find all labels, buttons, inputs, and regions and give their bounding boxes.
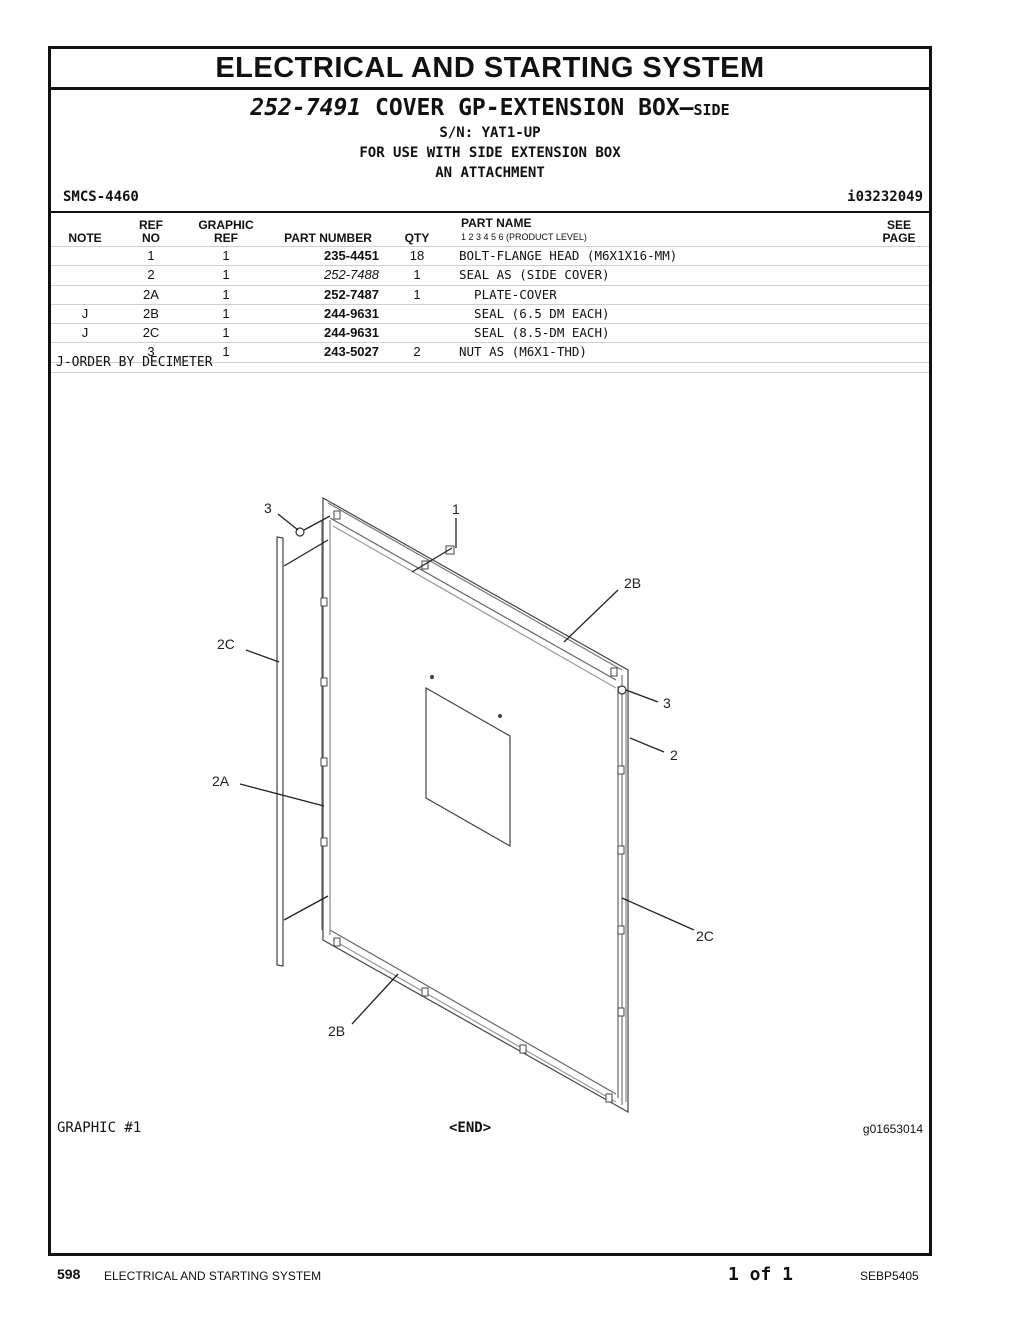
footnote: J-ORDER BY DECIMETER: [56, 355, 213, 370]
row-part-number: 244-9631: [324, 325, 379, 341]
row-part-name: SEAL AS (SIDE COVER): [459, 267, 610, 283]
heading-dash: –: [679, 95, 694, 121]
row-graphic-ref: 1: [222, 286, 230, 302]
row-part-name: SEAL (8.5-DM EACH): [459, 325, 610, 341]
serial-number: S/N: YAT1-UP: [439, 125, 541, 141]
callout-2: 2: [670, 747, 678, 763]
row-graphic-ref: 1: [222, 267, 230, 283]
footer-title: ELECTRICAL AND STARTING SYSTEM: [104, 1269, 322, 1283]
callout-2c-left: 2C: [217, 636, 235, 652]
col-ref-line1: REF: [139, 218, 163, 232]
row-ref: 2: [147, 267, 155, 283]
usage-line-1: FOR USE WITH SIDE EXTENSION BOX: [359, 145, 621, 161]
smcs-code: SMCS-4460: [63, 189, 139, 205]
row-qty: 18: [409, 248, 425, 263]
row-note: J: [81, 305, 89, 321]
row-qty: 1: [413, 286, 421, 302]
col-note: NOTE: [68, 231, 102, 245]
row-ref: 2A: [143, 286, 159, 302]
graphic-label: GRAPHIC #1: [57, 1120, 142, 1136]
callout-2b-bottom: 2B: [328, 1023, 346, 1039]
loose-seal-strip: [277, 537, 283, 966]
row-qty: 2: [413, 344, 421, 360]
section-title: ELECTRICAL AND STARTING SYSTEM: [215, 52, 765, 84]
row-graphic-ref: 1: [222, 344, 230, 360]
col-ref-line2: NO: [142, 231, 160, 245]
row-part-number: 235-4451: [324, 248, 379, 263]
illustration-id: i03232049: [847, 189, 923, 205]
col-graphic-line1: GRAPHIC: [198, 218, 254, 232]
usage-line-2: AN ATTACHMENT: [435, 165, 545, 181]
callout-2a: 2A: [212, 773, 230, 789]
row-part-number: 243-5027: [324, 344, 379, 360]
footer-page-number: 598: [57, 1266, 81, 1282]
row-part-name: PLATE-COVER: [459, 286, 557, 302]
callout-2c-right: 2C: [696, 928, 714, 944]
row-part-name: BOLT-FLANGE HEAD (M6X1X16-MM): [459, 248, 678, 263]
row-part-number: 252-7488: [324, 267, 379, 283]
col-qty: QTY: [404, 231, 430, 245]
product-level: 1 2 3 4 5 6 (PRODUCT LEVEL): [461, 232, 587, 242]
col-see-line1: SEE: [886, 218, 911, 232]
row-ref: 1: [147, 248, 155, 263]
row-part-name: SEAL (6.5 DM EACH): [459, 305, 610, 321]
row-ref: 2C: [142, 325, 160, 341]
row-part-number: 244-9631: [324, 305, 379, 321]
row-graphic-ref: 1: [222, 248, 230, 263]
col-part-number: PART NUMBER: [284, 231, 372, 245]
callout-3-top: 3: [264, 500, 272, 516]
footer-page-of: 1 of 1: [728, 1264, 794, 1285]
row-part-name: NUT AS (M6X1-THD): [459, 344, 587, 360]
row-graphic-ref: 1: [222, 305, 230, 321]
col-part-name: PART NAME: [461, 216, 532, 230]
row-ref: 2B: [143, 305, 159, 321]
callout-3-right: 3: [663, 695, 671, 711]
row-note: J: [81, 325, 89, 341]
col-graphic-line2: REF: [214, 231, 238, 245]
group-name: COVER GP-EXTENSION BOX: [375, 95, 680, 121]
graphic-id: g01653014: [862, 1122, 923, 1136]
row-ref: 3: [147, 344, 155, 360]
group-suffix: SIDE: [693, 101, 730, 119]
row-part-number: 252-7487: [324, 286, 379, 302]
callout-2b-top: 2B: [624, 575, 642, 591]
col-see-line2: PAGE: [882, 231, 916, 245]
row-graphic-ref: 1: [222, 325, 230, 341]
callout-1: 1: [452, 501, 460, 517]
cover-plate: [322, 498, 628, 1112]
group-part-number: 252-7491: [250, 95, 362, 121]
row-qty: 1: [413, 267, 421, 283]
footer-document-number: SEBP5405: [860, 1269, 919, 1283]
end-marker: <END>: [449, 1120, 492, 1136]
